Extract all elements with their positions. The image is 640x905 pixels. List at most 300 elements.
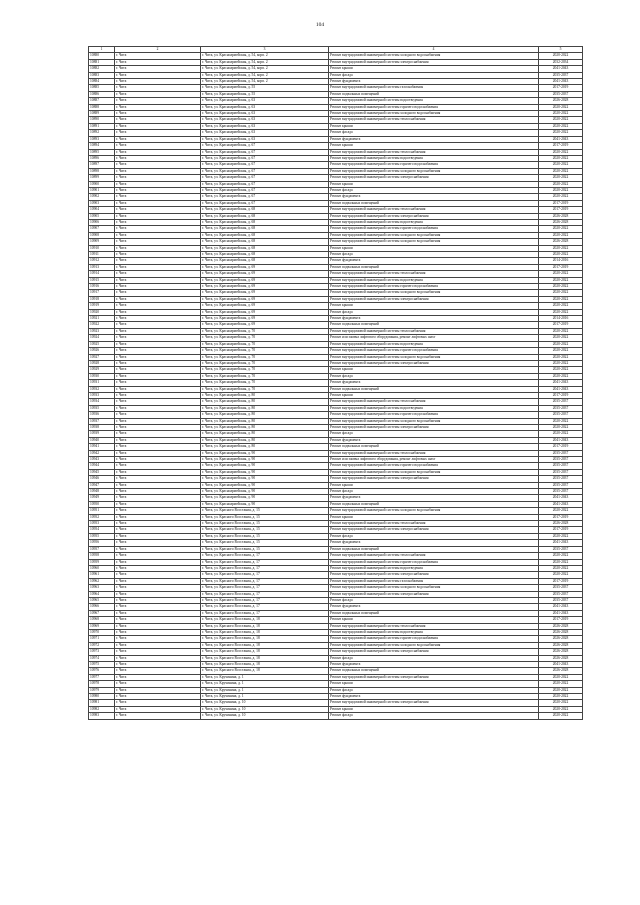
row-number-cell: 10983 (89, 713, 115, 719)
work-type-cell: Ремонт внутридомовой инженерной системы горячего водоснабжения (329, 162, 539, 168)
period-cell: 2032-2034 (539, 59, 583, 65)
row-number-cell: 10980 (89, 694, 115, 700)
period-cell: 2020-2022 (539, 533, 583, 539)
work-type-cell: Ремонт внутридомовой инженерной системы электроснабжения (329, 296, 539, 302)
row-number-cell: 10943 (89, 457, 115, 463)
work-type-cell: Ремонт внутридомовой инженерной системы электроснабжения (329, 476, 539, 482)
municipality-cell: г. Чита (115, 296, 201, 302)
work-type-cell: Ремонт фасада (329, 373, 539, 379)
row-number-cell: 10891 (89, 123, 115, 129)
period-cell: 2020-2022 (539, 284, 583, 290)
period-cell: 2041-2043 (539, 540, 583, 546)
row-number-cell: 10927 (89, 354, 115, 360)
work-type-cell: Ремонт фундамента (329, 380, 539, 386)
address-cell: г. Чита, ул. Красноармейская, д. 80 (201, 431, 329, 437)
address-cell: г. Чита, ул. Красного Восстания, д. 17 (201, 591, 329, 597)
row-number-cell: 10976 (89, 668, 115, 674)
period-cell: 2020-2022 (539, 252, 583, 258)
period-cell: 2020-2022 (539, 565, 583, 571)
period-cell: 2026-2028 (539, 213, 583, 219)
row-number-cell: 10948 (89, 489, 115, 495)
work-type-cell: Ремонт фасада (329, 187, 539, 193)
municipality-cell: г. Чита (115, 66, 201, 72)
work-type-cell: Ремонт крыши (329, 123, 539, 129)
row-number-cell: 10918 (89, 296, 115, 302)
row-number-cell: 10968 (89, 617, 115, 623)
address-cell: г. Чита, ул. Красноармейская, д. 54, корп. 2 (201, 59, 329, 65)
row-number-cell: 10954 (89, 527, 115, 533)
municipality-cell: г. Чита (115, 572, 201, 578)
work-type-cell: Ремонт внутридомовой инженерной системы теплоснабжения (329, 328, 539, 334)
address-cell: г. Чита, ул. Красноармейская, д. 90 (201, 501, 329, 507)
municipality-cell: г. Чита (115, 181, 201, 187)
municipality-cell: г. Чита (115, 59, 201, 65)
municipality-cell: г. Чита (115, 469, 201, 475)
municipality-cell: г. Чита (115, 540, 201, 546)
row-number-cell: 10894 (89, 143, 115, 149)
work-schedule-table (88, 46, 583, 720)
work-type-cell: Ремонт внутридомовой инженерной системы горячего водоснабжения (329, 636, 539, 642)
municipality-cell: г. Чита (115, 104, 201, 110)
address-cell: г. Чита, ул. Красноармейская, д. 80 (201, 418, 329, 424)
row-number-cell: 10902 (89, 194, 115, 200)
municipality-cell: г. Чита (115, 239, 201, 245)
row-number-cell: 10926 (89, 348, 115, 354)
row-number-cell: 10960 (89, 565, 115, 571)
work-type-cell: Ремонт подвальных помещений (329, 668, 539, 674)
period-cell: 2017-2019 (539, 322, 583, 328)
address-cell: г. Чита, ул. Красноармейская, д. 69 (201, 284, 329, 290)
municipality-cell: г. Чита (115, 219, 201, 225)
address-cell: г. Чита, ул. Красноармейская, д. 67 (201, 200, 329, 206)
work-type-cell: Ремонт крыши (329, 245, 539, 251)
municipality-cell: г. Чита (115, 700, 201, 706)
municipality-cell: г. Чита (115, 713, 201, 719)
row-number-cell: 10931 (89, 380, 115, 386)
address-cell: г. Чита, ул. Красноармейская, д. 68 (201, 239, 329, 245)
work-type-cell: Ремонт подвальных помещений (329, 264, 539, 270)
period-cell: 2020-2022 (539, 373, 583, 379)
address-cell: г. Чита, ул. Красного Восстания, д. 15 (201, 521, 329, 527)
row-number-cell: 10937 (89, 418, 115, 424)
work-type-cell: Ремонт фасада (329, 713, 539, 719)
address-cell: г. Чита, ул. Красноармейская, д. 90 (201, 463, 329, 469)
period-cell: 2017-2019 (539, 578, 583, 584)
municipality-cell: г. Чита (115, 636, 201, 642)
municipality-cell: г. Чита (115, 457, 201, 463)
period-cell: 2020-2022 (539, 713, 583, 719)
period-cell: 2026-2028 (539, 649, 583, 655)
municipality-cell: г. Чита (115, 143, 201, 149)
municipality-cell: г. Чита (115, 149, 201, 155)
period-cell: 2035-2037 (539, 489, 583, 495)
address-cell: г. Чита, ул. Красного Восстания, д. 17 (201, 565, 329, 571)
period-cell: 2035-2037 (539, 585, 583, 591)
work-type-cell: Ремонт внутридомовой инженерной системы теплоснабжения (329, 271, 539, 277)
work-type-cell: Ремонт внутридомовой инженерной системы холодного водоснабжения (329, 469, 539, 475)
row-number-cell: 10958 (89, 553, 115, 559)
period-cell: 2020-2022 (539, 360, 583, 366)
period-cell: 2020-2022 (539, 123, 583, 129)
row-number-cell: 10957 (89, 546, 115, 552)
municipality-cell: г. Чита (115, 591, 201, 597)
period-cell: 2020-2022 (539, 117, 583, 123)
work-type-cell: Ремонт внутридомовой инженерной системы холодного водоснабжения (329, 232, 539, 238)
municipality-cell: г. Чита (115, 674, 201, 680)
work-type-cell: Ремонт внутридомовой инженерной системы горячего водоснабжения (329, 463, 539, 469)
address-cell: г. Чита, ул. Красноармейская, д. 68 (201, 258, 329, 264)
row-number-cell: 10974 (89, 655, 115, 661)
column-header: 5 (539, 47, 583, 53)
row-number-cell: 10912 (89, 258, 115, 264)
work-type-cell: Ремонт внутридомовой инженерной системы электроснабжения (329, 674, 539, 680)
municipality-cell: г. Чита (115, 444, 201, 450)
row-number-cell: 10906 (89, 219, 115, 225)
municipality-cell: г. Чита (115, 252, 201, 258)
period-cell: 2026-2028 (539, 655, 583, 661)
municipality-cell: г. Чита (115, 328, 201, 334)
municipality-cell: г. Чита (115, 418, 201, 424)
address-cell: г. Чита, ул. Красного Восстания, д. 17 (201, 604, 329, 610)
municipality-cell: г. Чита (115, 53, 201, 59)
municipality-cell: г. Чита (115, 72, 201, 78)
period-cell: 2017-2019 (539, 85, 583, 91)
row-number-cell: 10969 (89, 623, 115, 629)
municipality-cell: г. Чита (115, 687, 201, 693)
municipality-cell: г. Чита (115, 668, 201, 674)
work-type-cell: Ремонт внутридомовой инженерной системы электроснабжения (329, 649, 539, 655)
row-number-cell: 10923 (89, 328, 115, 334)
row-number-cell: 10919 (89, 303, 115, 309)
municipality-cell: г. Чита (115, 431, 201, 437)
period-cell: 2041-2043 (539, 604, 583, 610)
work-type-cell: Ремонт внутридомовой инженерной системы водоотведения (329, 405, 539, 411)
work-type-cell: Ремонт внутридомовой инженерной системы горячего водоснабжения (329, 412, 539, 418)
period-cell: 2017-2019 (539, 264, 583, 270)
work-type-cell: Ремонт или замена лифтового оборудования, ремонт лифтовых шахт (329, 335, 539, 341)
address-cell: г. Чита, ул. Кручинина, д. 10 (201, 713, 329, 719)
work-type-cell: Ремонт внутридомовой инженерной системы холодного водоснабжения (329, 53, 539, 59)
municipality-cell: г. Чита (115, 694, 201, 700)
work-type-cell: Ремонт внутридомовой инженерной системы теплоснабжения (329, 117, 539, 123)
municipality-cell: г. Чита (115, 335, 201, 341)
municipality-cell: г. Чита (115, 604, 201, 610)
work-type-cell: Ремонт крыши (329, 367, 539, 373)
row-number-cell: 10961 (89, 572, 115, 578)
address-cell: г. Чита, ул. Красноармейская, д. 63 (201, 104, 329, 110)
municipality-cell: г. Чита (115, 367, 201, 373)
address-cell: г. Чита, ул. Красноармейская, д. 63 (201, 130, 329, 136)
row-number-cell: 10905 (89, 213, 115, 219)
row-number-cell: 10938 (89, 424, 115, 430)
address-cell: г. Чита, ул. Красного Восстания, д. 17 (201, 597, 329, 603)
municipality-cell: г. Чита (115, 232, 201, 238)
municipality-cell: г. Чита (115, 322, 201, 328)
period-cell: 2017-2019 (539, 392, 583, 398)
row-number-cell: 10944 (89, 463, 115, 469)
period-cell: 2020-2022 (539, 706, 583, 712)
municipality-cell: г. Чита (115, 476, 201, 482)
row-number-cell: 10886 (89, 91, 115, 97)
work-type-cell: Ремонт подвальных помещений (329, 91, 539, 97)
work-type-cell: Ремонт фасада (329, 431, 539, 437)
municipality-cell: г. Чита (115, 533, 201, 539)
address-cell: г. Чита, ул. Красноармейская, д. 68 (201, 245, 329, 251)
municipality-cell: г. Чита (115, 655, 201, 661)
period-cell: 2041-2043 (539, 66, 583, 72)
work-type-cell: Ремонт фундамента (329, 540, 539, 546)
address-cell: г. Чита, ул. Кручинина, д. 10 (201, 706, 329, 712)
work-type-cell: Ремонт внутридомовой инженерной системы водоотведения (329, 277, 539, 283)
address-cell: г. Чита, ул. Красного Восстания, д. 15 (201, 527, 329, 533)
work-type-cell: Ремонт фундамента (329, 604, 539, 610)
work-type-cell: Ремонт внутридомовой инженерной системы теплоснабжения (329, 450, 539, 456)
municipality-cell: г. Чита (115, 597, 201, 603)
period-cell: 2020-2022 (539, 559, 583, 565)
address-cell: г. Чита, ул. Красноармейская, д. 70 (201, 373, 329, 379)
work-type-cell: Ремонт внутридомовой инженерной системы водоотведения (329, 219, 539, 225)
row-number-cell: 10971 (89, 636, 115, 642)
row-number-cell: 10925 (89, 341, 115, 347)
municipality-cell: г. Чита (115, 284, 201, 290)
period-cell: 2020-2022 (539, 187, 583, 193)
address-cell: г. Чита, ул. Красноармейская, д. 90 (201, 450, 329, 456)
municipality-cell: г. Чита (115, 316, 201, 322)
period-cell: 2026-2028 (539, 668, 583, 674)
period-cell: 2026-2028 (539, 629, 583, 635)
work-type-cell: Ремонт внутридомовой инженерной системы холодного водоснабжения (329, 290, 539, 296)
municipality-cell: г. Чита (115, 405, 201, 411)
period-cell: 2020-2022 (539, 687, 583, 693)
address-cell: г. Чита, ул. Красноармейская, д. 69 (201, 322, 329, 328)
row-number-cell: 10975 (89, 662, 115, 668)
address-cell: г. Чита, ул. Кручинина, д. 10 (201, 700, 329, 706)
address-cell: г. Чита, ул. Кручинина, д. 1 (201, 674, 329, 680)
address-cell: г. Чита, ул. Красного Восстания, д. 18 (201, 617, 329, 623)
period-cell: 2026-2028 (539, 521, 583, 527)
municipality-cell: г. Чита (115, 258, 201, 264)
work-type-cell: Ремонт фундамента (329, 316, 539, 322)
period-cell: 2035-2037 (539, 597, 583, 603)
period-cell: 2035-2037 (539, 405, 583, 411)
work-type-cell: Ремонт фундамента (329, 136, 539, 142)
municipality-cell: г. Чита (115, 642, 201, 648)
work-type-cell: Ремонт фундамента (329, 662, 539, 668)
period-cell: 2026-2028 (539, 98, 583, 104)
municipality-cell: г. Чита (115, 495, 201, 501)
address-cell: г. Чита, ул. Красноармейская, д. 80 (201, 424, 329, 430)
row-number-cell: 10932 (89, 386, 115, 392)
row-number-cell: 10920 (89, 309, 115, 315)
work-type-cell: Ремонт внутридомовой инженерной системы электроснабжения (329, 527, 539, 533)
address-cell: г. Чита, ул. Красноармейская, д. 67 (201, 149, 329, 155)
work-type-cell: Ремонт внутридомовой инженерной системы холодного водоснабжения (329, 642, 539, 648)
row-number-cell: 10933 (89, 392, 115, 398)
period-cell: 2035-2037 (539, 482, 583, 488)
work-type-cell: Ремонт внутридомовой инженерной системы теплоснабжения (329, 521, 539, 527)
work-type-cell: Ремонт внутридомовой инженерной системы газоснабжения (329, 578, 539, 584)
row-number-cell: 10972 (89, 642, 115, 648)
period-cell: 2020-2022 (539, 354, 583, 360)
municipality-cell: г. Чита (115, 207, 201, 213)
address-cell: г. Чита, ул. Красноармейская, д. 90 (201, 489, 329, 495)
municipality-cell: г. Чита (115, 130, 201, 136)
municipality-cell: г. Чита (115, 424, 201, 430)
row-number-cell: 10897 (89, 162, 115, 168)
work-type-cell: Ремонт внутридомовой инженерной системы холодного водоснабжения (329, 585, 539, 591)
address-cell: г. Чита, ул. Красноармейская, д. 68 (201, 252, 329, 258)
work-type-cell: Ремонт крыши (329, 681, 539, 687)
row-number-cell: 10979 (89, 687, 115, 693)
municipality-cell: г. Чита (115, 277, 201, 283)
work-type-cell: Ремонт внутридомовой инженерной системы газоснабжения (329, 85, 539, 91)
period-cell: 2020-2022 (539, 245, 583, 251)
address-cell: г. Чита, ул. Красного Восстания, д. 18 (201, 662, 329, 668)
address-cell: г. Чита, ул. Красноармейская, д. 67 (201, 181, 329, 187)
row-number-cell: 10890 (89, 117, 115, 123)
address-cell: г. Чита, ул. Красного Восстания, д. 17 (201, 585, 329, 591)
municipality-cell: г. Чита (115, 629, 201, 635)
work-type-cell: Ремонт подвальных помещений (329, 501, 539, 507)
address-cell: г. Чита, ул. Красного Восстания, д. 18 (201, 629, 329, 635)
period-cell: 2017-2019 (539, 200, 583, 206)
row-number-cell: 10916 (89, 284, 115, 290)
municipality-cell: г. Чита (115, 200, 201, 206)
work-type-cell: Ремонт подвальных помещений (329, 200, 539, 206)
row-number-cell: 10962 (89, 578, 115, 584)
row-number-cell: 10966 (89, 604, 115, 610)
period-cell: 2020-2022 (539, 162, 583, 168)
period-cell: 2020-2022 (539, 348, 583, 354)
address-cell: г. Чита, ул. Красноармейская, д. 67 (201, 162, 329, 168)
work-type-cell: Ремонт внутридомовой инженерной системы холодного водоснабжения (329, 111, 539, 117)
row-number-cell: 10942 (89, 450, 115, 456)
address-cell: г. Чита, ул. Красноармейская, д. 70 (201, 386, 329, 392)
municipality-cell: г. Чита (115, 437, 201, 443)
work-type-cell: Ремонт крыши (329, 143, 539, 149)
work-type-cell: Ремонт внутридомовой инженерной системы горячего водоснабжения (329, 348, 539, 354)
row-number-cell: 10964 (89, 591, 115, 597)
municipality-cell: г. Чита (115, 162, 201, 168)
address-cell: г. Чита, ул. Красноармейская, д. 67 (201, 155, 329, 161)
work-type-cell: Ремонт подвальных помещений (329, 386, 539, 392)
row-number-cell: 10909 (89, 239, 115, 245)
work-type-cell: Ремонт внутридомовой инженерной системы водоотведения (329, 155, 539, 161)
period-cell: 2017-2019 (539, 514, 583, 520)
address-cell: г. Чита, ул. Красного Восстания, д. 18 (201, 636, 329, 642)
work-type-cell: Ремонт фасада (329, 72, 539, 78)
municipality-cell: г. Чита (115, 380, 201, 386)
row-number-cell: 10951 (89, 508, 115, 514)
period-cell: 2020-2022 (539, 335, 583, 341)
work-type-cell: Ремонт внутридомовой инженерной системы теплоснабжения (329, 399, 539, 405)
address-cell: г. Чита, ул. Красноармейская, д. 68 (201, 213, 329, 219)
work-type-cell: Ремонт внутридомовой инженерной системы теплоснабжения (329, 207, 539, 213)
period-cell: 2020-2022 (539, 168, 583, 174)
row-number-cell: 10889 (89, 111, 115, 117)
period-cell: 2020-2022 (539, 328, 583, 334)
row-number-cell: 10901 (89, 187, 115, 193)
row-number-cell: 10914 (89, 271, 115, 277)
work-type-cell: Ремонт крыши (329, 482, 539, 488)
municipality-cell: г. Чита (115, 79, 201, 85)
work-type-cell: Ремонт внутридомовой инженерной системы горячего водоснабжения (329, 284, 539, 290)
work-type-cell: Ремонт внутридомовой инженерной системы холодного водоснабжения (329, 418, 539, 424)
row-number-cell: 10955 (89, 533, 115, 539)
column-header: 4 (329, 47, 539, 53)
municipality-cell: г. Чита (115, 623, 201, 629)
period-cell: 2020-2022 (539, 226, 583, 232)
municipality-cell: г. Чита (115, 450, 201, 456)
work-type-cell: Ремонт внутридомовой инженерной системы водоотведения (329, 98, 539, 104)
work-type-cell: Ремонт внутридомовой инженерной системы холодного водоснабжения (329, 239, 539, 245)
period-cell: 2017-2019 (539, 207, 583, 213)
row-number-cell: 10922 (89, 322, 115, 328)
period-cell: 2020-2022 (539, 130, 583, 136)
row-number-cell: 10883 (89, 72, 115, 78)
period-cell: 2020-2022 (539, 431, 583, 437)
row-number-cell: 10977 (89, 674, 115, 680)
work-type-cell: Ремонт внутридомовой инженерной системы теплоснабжения (329, 623, 539, 629)
municipality-cell: г. Чита (115, 546, 201, 552)
municipality-cell: г. Чита (115, 706, 201, 712)
work-type-cell: Ремонт подвальных помещений (329, 546, 539, 552)
row-number-cell: 10913 (89, 264, 115, 270)
row-number-cell: 10953 (89, 521, 115, 527)
row-number-cell: 10946 (89, 476, 115, 482)
period-cell: 2041-2043 (539, 386, 583, 392)
work-type-cell: Ремонт внутридомовой инженерной системы электроснабжения (329, 424, 539, 430)
column-header: 2 (115, 47, 201, 53)
period-cell: 2041-2043 (539, 136, 583, 142)
row-number-cell: 10908 (89, 232, 115, 238)
address-cell: г. Чита, ул. Красноармейская, д. 69 (201, 271, 329, 277)
row-number-cell: 10910 (89, 245, 115, 251)
row-number-cell: 10907 (89, 226, 115, 232)
period-cell: 2041-2043 (539, 495, 583, 501)
address-cell: г. Чита, ул. Красноармейская, д. 69 (201, 290, 329, 296)
municipality-cell: г. Чита (115, 412, 201, 418)
address-cell: г. Чита, ул. Красноармейская, д. 70 (201, 348, 329, 354)
row-number-cell: 10967 (89, 610, 115, 616)
address-cell: г. Чита, ул. Красноармейская, д. 69 (201, 309, 329, 315)
municipality-cell: г. Чита (115, 354, 201, 360)
work-type-cell: Ремонт фасада (329, 533, 539, 539)
address-cell: г. Чита, ул. Красноармейская, д. 80 (201, 437, 329, 443)
row-number-cell: 10945 (89, 469, 115, 475)
period-cell: 2020-2022 (539, 194, 583, 200)
municipality-cell: г. Чита (115, 399, 201, 405)
period-cell: 2020-2022 (539, 155, 583, 161)
address-cell: г. Чита, ул. Красноармейская, д. 70 (201, 335, 329, 341)
period-cell: 2020-2022 (539, 53, 583, 59)
municipality-cell: г. Чита (115, 98, 201, 104)
work-type-cell: Ремонт внутридомовой инженерной системы водоотведения (329, 629, 539, 635)
row-number-cell: 10911 (89, 252, 115, 258)
period-cell: 2017-2019 (539, 617, 583, 623)
address-cell: г. Чита, ул. Красноармейская, д. 70 (201, 380, 329, 386)
work-type-cell: Ремонт внутридомовой инженерной системы водоотведения (329, 565, 539, 571)
work-type-cell: Ремонт крыши (329, 514, 539, 520)
address-cell: г. Чита, ул. Красного Восстания, д. 17 (201, 559, 329, 565)
row-number-cell: 10900 (89, 181, 115, 187)
address-cell: г. Чита, ул. Красноармейская, д. 67 (201, 194, 329, 200)
municipality-cell: г. Чита (115, 508, 201, 514)
period-cell: 2020-2022 (539, 290, 583, 296)
work-type-cell: Ремонт фасада (329, 655, 539, 661)
work-type-cell: Ремонт крыши (329, 66, 539, 72)
period-cell: 2014-2016 (539, 316, 583, 322)
